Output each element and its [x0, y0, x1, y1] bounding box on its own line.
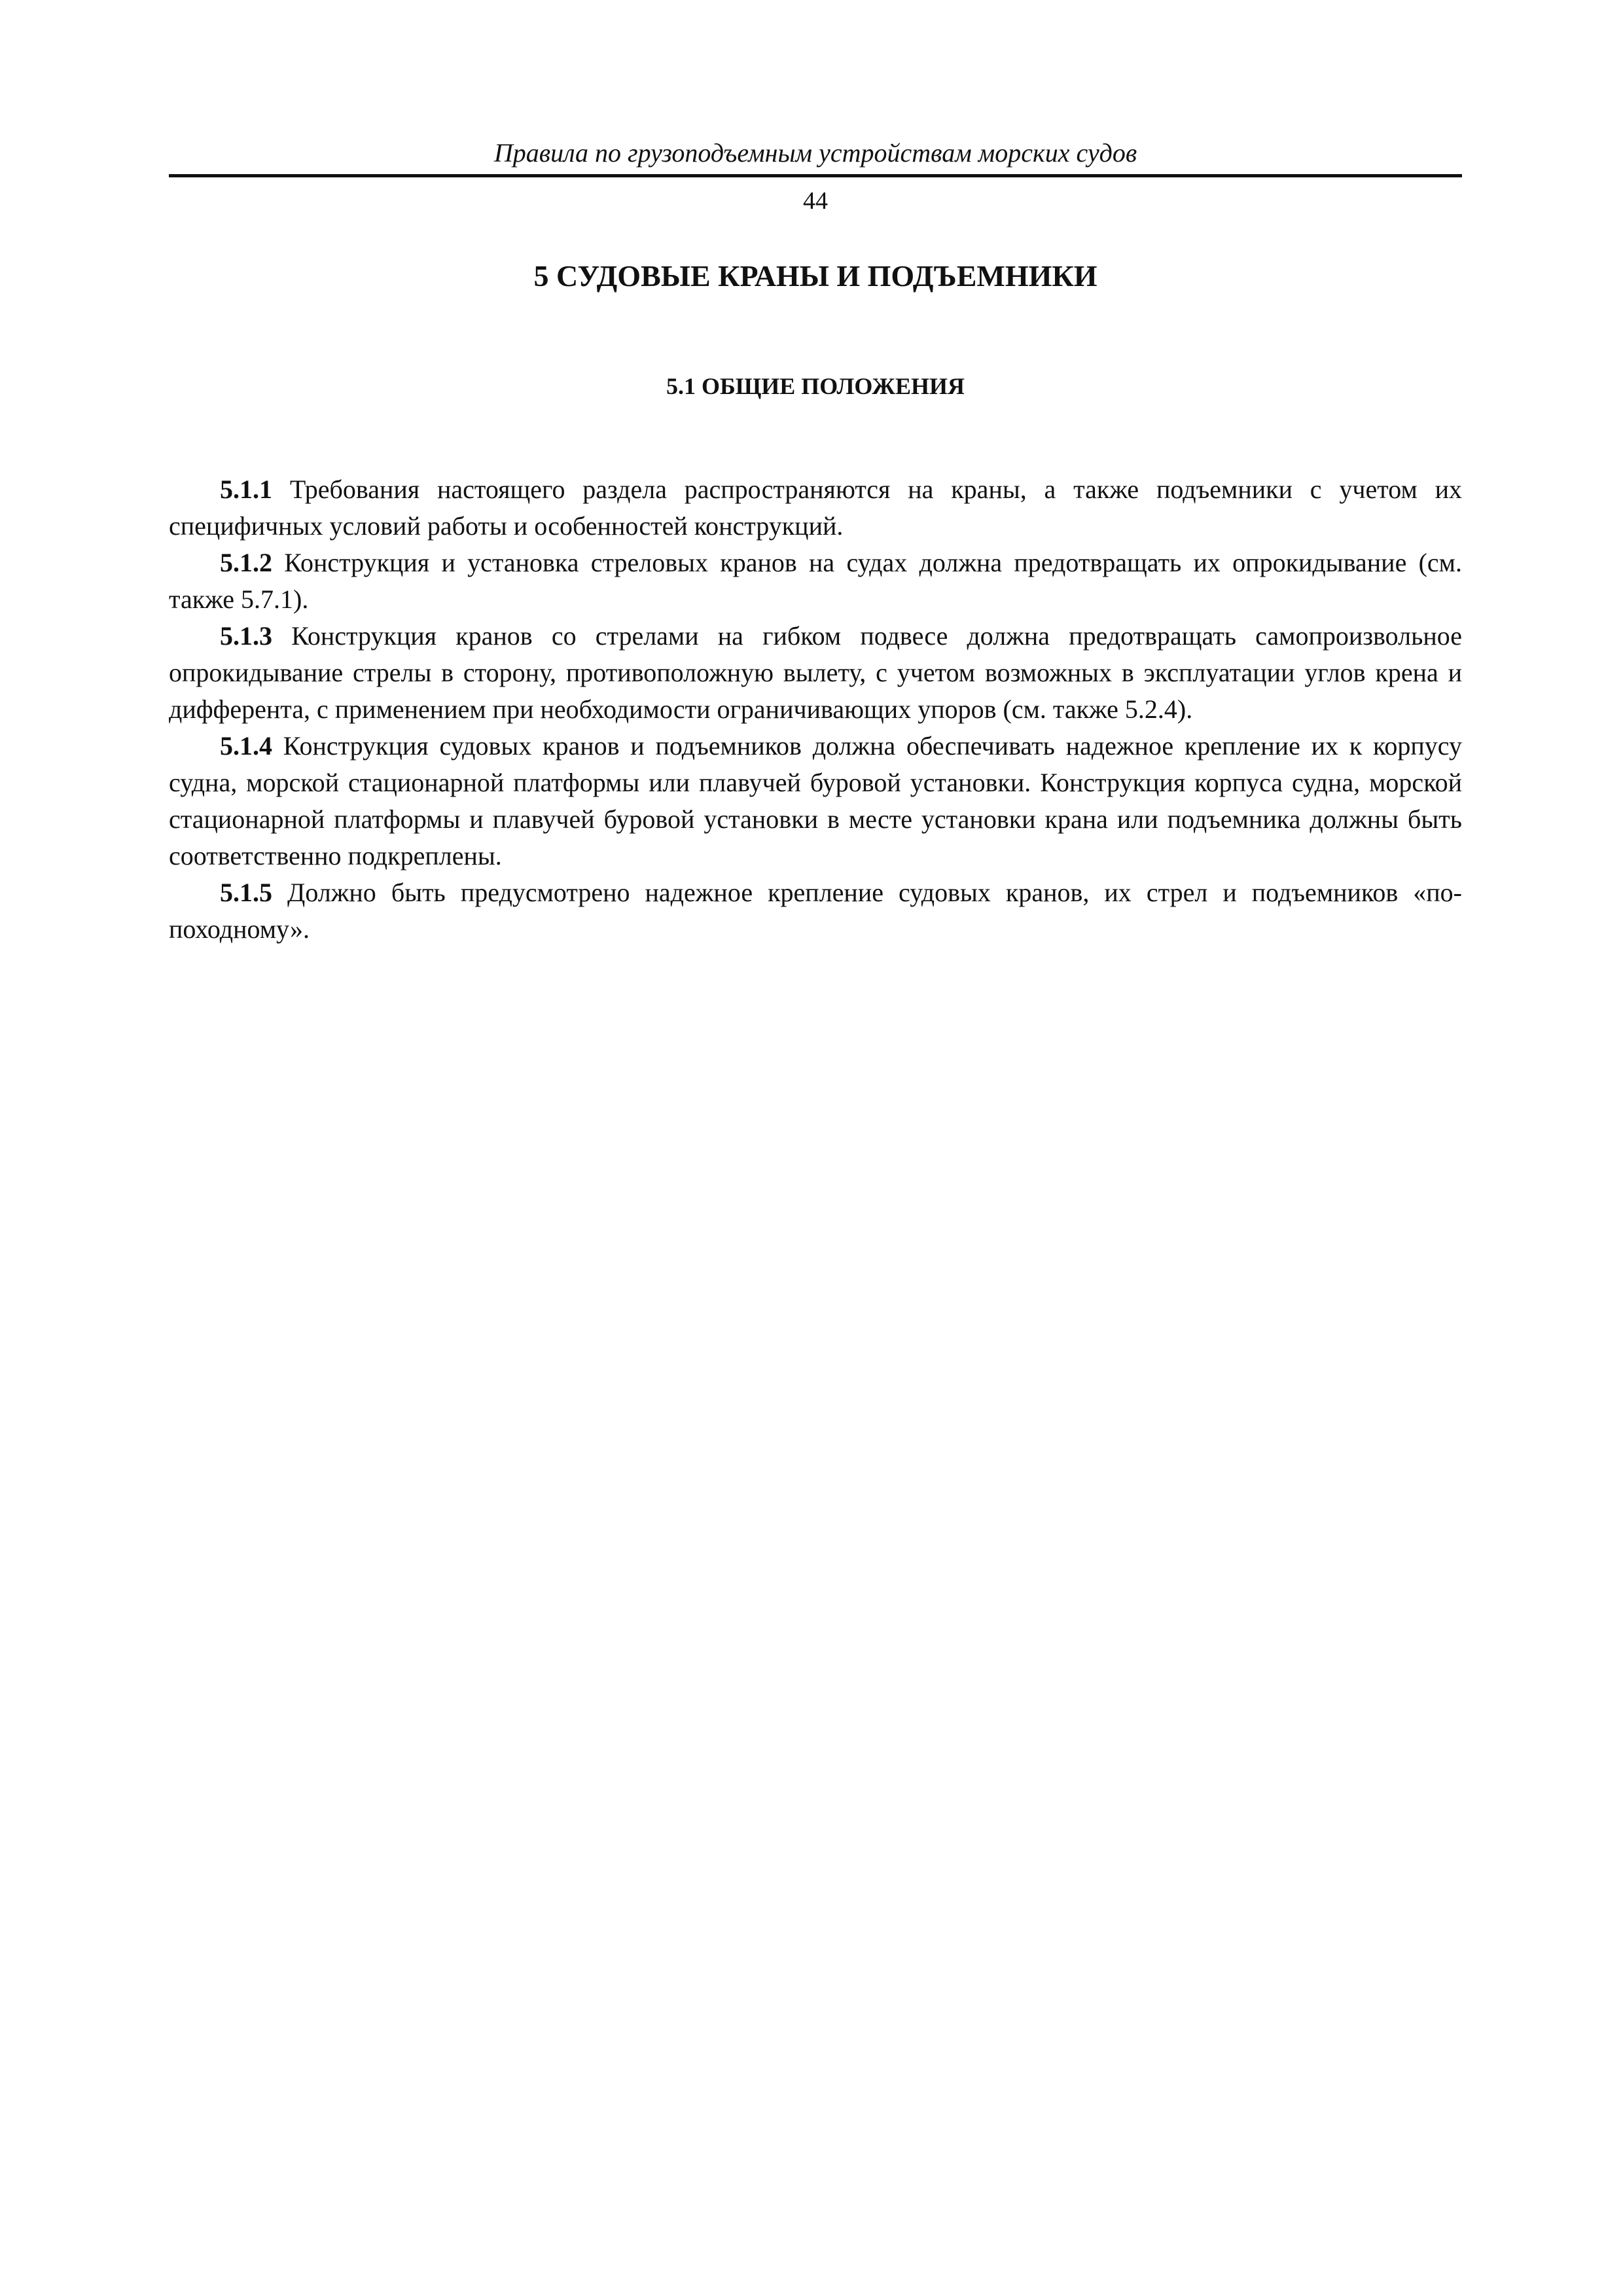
paragraph-5-1-5 — [169, 874, 1462, 948]
paragraph-number: 5.1.3 — [220, 621, 272, 651]
section-title: 5.1 ОБЩИЕ ПОЛОЖЕНИЯ — [666, 373, 965, 399]
paragraph-number: 5.1.1 — [220, 475, 272, 504]
paragraph-text: Конструкция судовых кранов и подъемников должна обеспечивать надежное крепление их к корпусу судна, морской стационарной платформы или плавучей буровой установки. Конструкция корпуса судна, морской стационарной платформы и плавучей буровой установки в месте установки крана или подъемника должны быть соответственно подкреплены. — [169, 731, 1462, 870]
section-body — [169, 471, 1462, 948]
running-header-title: Правила по грузоподъемным устройствам морских судов — [493, 138, 1137, 168]
header-rule — [169, 174, 1462, 177]
paragraph-text: Конструкция и установка стреловых кранов на судах должна предотвращать их опрокидывание (см. также 5.7.1). — [169, 548, 1462, 614]
paragraph-text: Должно быть предусмотрено надежное крепление судовых кранов, их стрел и подъемников «по-походному». — [169, 878, 1462, 944]
paragraph-5-1-2 — [169, 545, 1462, 618]
paragraph-text: Требования настоящего раздела распространяются на краны, а также подъемники с учетом их специфичных условий работы и особенностей конструкций. — [169, 475, 1462, 541]
paragraph-5-1-3 — [169, 618, 1462, 728]
chapter-title: 5 СУДОВЫЕ КРАНЫ И ПОДЪЕМНИКИ — [533, 259, 1097, 293]
paragraph-5-1-1 — [169, 471, 1462, 545]
paragraph-number: 5.1.4 — [220, 731, 272, 761]
paragraph-number: 5.1.2 — [220, 548, 272, 577]
paragraph-number: 5.1.5 — [220, 878, 272, 907]
page-number: 44 — [803, 187, 828, 215]
paragraph-5-1-4 — [169, 728, 1462, 874]
paragraph-text: Конструкция кранов со стрелами на гибком подвесе должна предотвращать самопроизвольное опрокидывание стрелы в сторону, противоположную вылету, с учетом возможных в эксплуатации углов крена и дифферента, с применением при необходимости ограничивающих упоров (см. также 5.2.4). — [169, 621, 1462, 724]
